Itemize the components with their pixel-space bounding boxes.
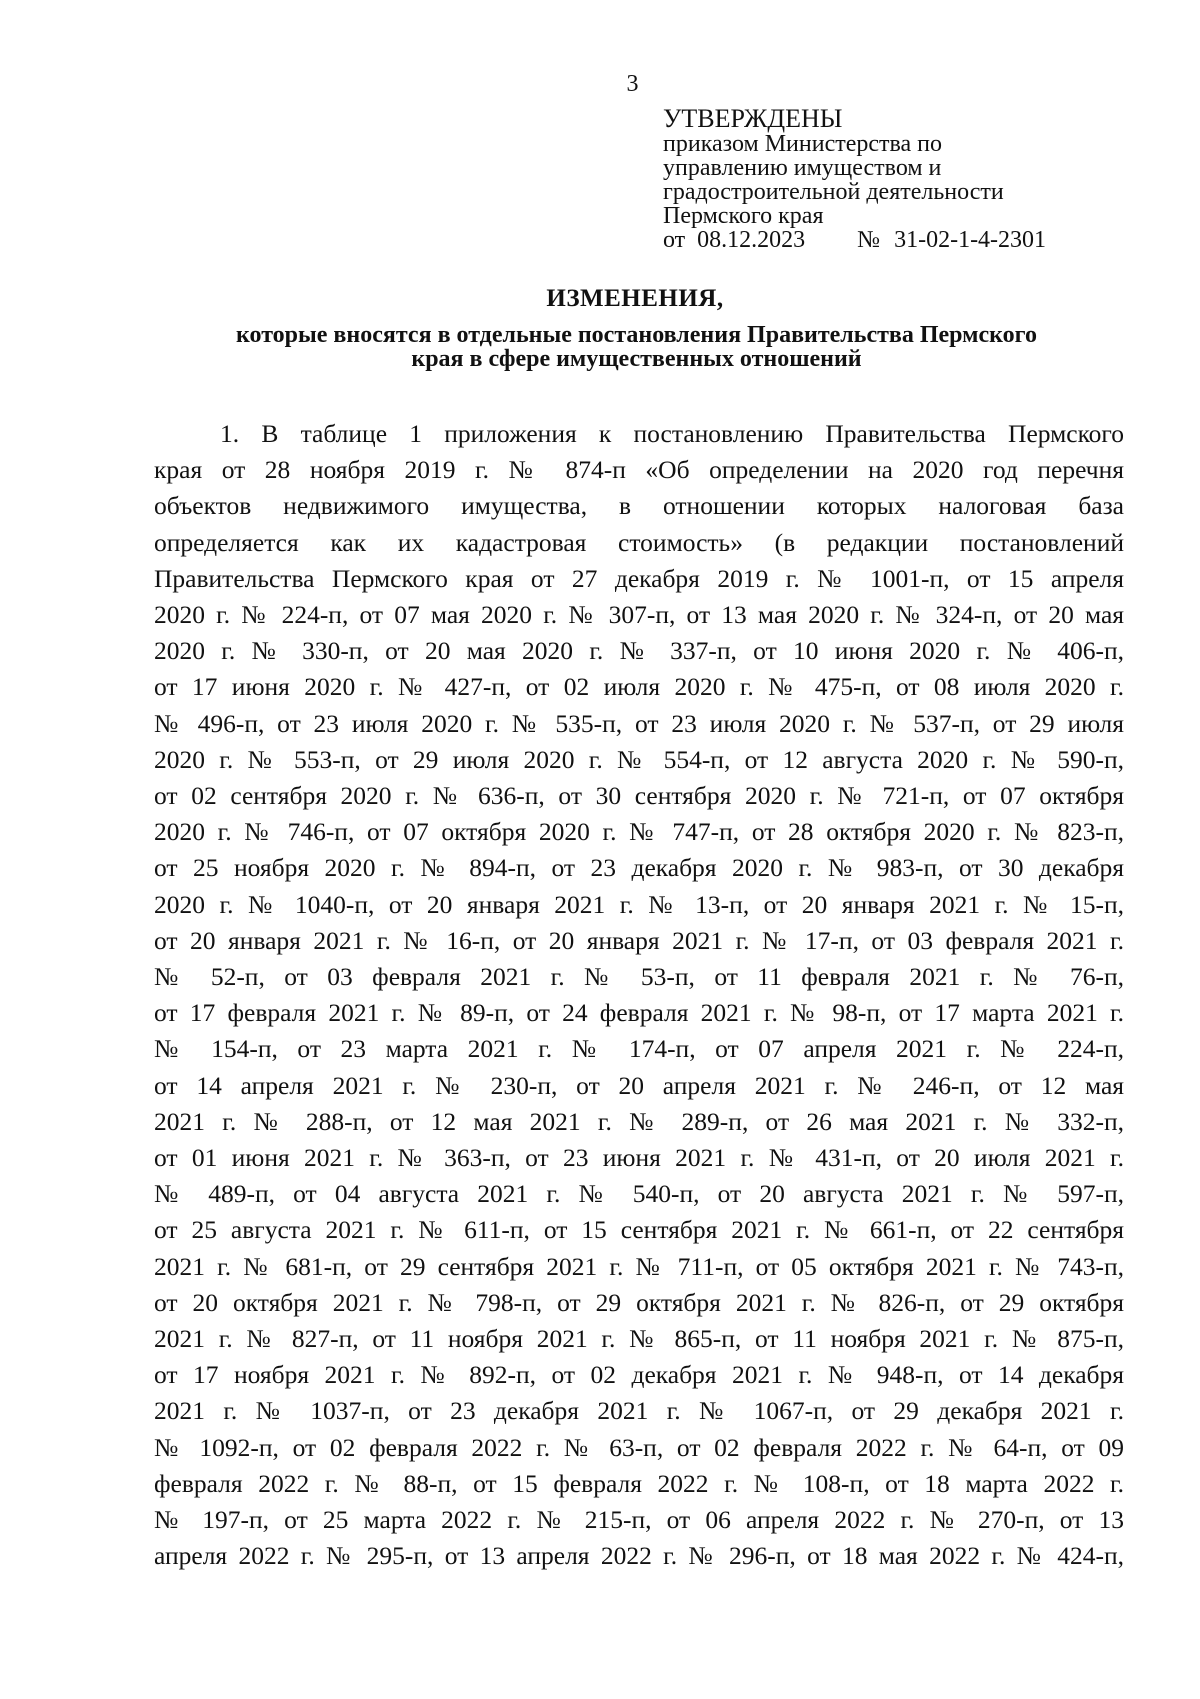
body-line: от 17 февраля 2021 г. № 89-п, от 24 февраля 2021 г. № 98-п, от 17 марта 2021 г. <box>154 998 1124 1028</box>
body-line: 2020 г. № 224-п, от 07 мая 2020 г. № 307-п, от 13 мая 2020 г. № 324-п, от 20 мая <box>154 600 1124 630</box>
approval-number-sign: № <box>857 227 881 253</box>
body-line: от 25 ноября 2020 г. № 894-п, от 23 декабря 2020 г. № 983-п, от 30 декабря <box>154 853 1124 883</box>
document-title: ИЗМЕНЕНИЯ, <box>546 285 724 312</box>
body-line: № 197-п, от 25 марта 2022 г. № 215-п, от 06 апреля 2022 г. № 270-п, от 13 <box>154 1505 1124 1535</box>
approval-line: приказом Министерства по <box>663 131 943 157</box>
body-line: Правительства Пермского края от 27 декабря 2019 г. № 1001-п, от 15 апреля <box>154 563 1124 593</box>
approval-block <box>663 105 1133 252</box>
body-line: объектов недвижимого имущества, в отношении которых налоговая база <box>154 491 1124 521</box>
document-subtitle-line: которые вносятся в отдельные постановления Правительства Пермского <box>236 322 1037 348</box>
body-line: 2021 г. № 1037-п, от 23 декабря 2021 г. № 1067-п, от 29 декабря 2021 г. <box>154 1396 1124 1426</box>
body-line: № 1092-п, от 02 февраля 2022 г. № 63-п, от 02 февраля 2022 г. № 64-п, от 09 <box>154 1432 1124 1462</box>
body-line: 1. В таблице 1 приложения к постановлению Правительства Пермского <box>220 419 1124 448</box>
body-line: края от 28 ноября 2019 г. № 874-п «Об определении на 2020 год перечня <box>154 455 1124 485</box>
body-line: от 25 августа 2021 г. № 611-п, от 15 сентября 2021 г. № 661-п, от 22 сентября <box>154 1215 1124 1245</box>
approval-line: управлению имуществом и <box>663 155 942 181</box>
body-line: 2020 г. № 1040-п, от 20 января 2021 г. № 13-п, от 20 января 2021 г. № 15-п, <box>154 889 1124 919</box>
body-line: от 17 июня 2020 г. № 427-п, от 02 июля 2020 г. № 475-п, от 08 июля 2020 г. <box>154 672 1124 702</box>
body-line: февраля 2022 г. № 88-п, от 15 февраля 2022 г. № 108-п, от 18 марта 2022 г. <box>154 1468 1124 1498</box>
page-number: 3 <box>626 71 639 97</box>
body-line: 2020 г. № 553-п, от 29 июля 2020 г. № 554-п, от 12 августа 2020 г. № 590-п, <box>154 744 1124 774</box>
body-line: № 489-п, от 04 августа 2021 г. № 540-п, от 20 августа 2021 г. № 597-п, <box>154 1179 1124 1209</box>
body-line: 2021 г. № 681-п, от 29 сентября 2021 г. № 711-п, от 05 октября 2021 г. № 743-п, <box>154 1251 1124 1281</box>
body-line: от 02 сентября 2020 г. № 636-п, от 30 сентября 2020 г. № 721-п, от 07 октября <box>154 781 1124 811</box>
approval-line: Пермского края <box>663 203 824 229</box>
body-line: № 496-п, от 23 июля 2020 г. № 535-п, от 23 июля 2020 г. № 537-п, от 29 июля <box>154 708 1124 738</box>
approval-title: УТВЕРЖДЕНЫ <box>663 104 843 133</box>
body-line: 2020 г. № 746-п, от 07 октября 2020 г. № 747-п, от 28 октября 2020 г. № 823-п, <box>154 817 1124 847</box>
document-subtitle-line: края в сфере имущественных отношений <box>411 346 862 372</box>
approval-number: 31-02-1-4-2301 <box>894 227 1047 253</box>
approval-date-row <box>663 228 1133 252</box>
body-line: от 17 ноября 2021 г. № 892-п, от 02 декабря 2021 г. № 948-п, от 14 декабря <box>154 1360 1124 1390</box>
body-line: № 52-п, от 03 февраля 2021 г. № 53-п, от 11 февраля 2021 г. № 76-п, <box>154 962 1124 992</box>
body-line: от 14 апреля 2021 г. № 230-п, от 20 апреля 2021 г. № 246-п, от 12 мая <box>154 1070 1124 1100</box>
approval-line: градостроительной деятельности <box>663 179 1004 205</box>
document-body <box>154 416 1124 1575</box>
body-line: от 20 октября 2021 г. № 798-п, от 29 октября 2021 г. № 826-п, от 29 октября <box>154 1287 1124 1317</box>
body-line: от 01 июня 2021 г. № 363-п, от 23 июня 2021 г. № 431-п, от 20 июля 2021 г. <box>154 1143 1124 1173</box>
approval-date-prefix: от <box>663 227 686 253</box>
approval-date: 08.12.2023 <box>697 227 806 253</box>
body-line: определяется как их кадастровая стоимость» (в редакции постановлений <box>154 527 1124 557</box>
body-line: 2021 г. № 827-п, от 11 ноября 2021 г. № 865-п, от 11 ноября 2021 г. № 875-п, <box>154 1324 1124 1354</box>
body-line: 2020 г. № 330-п, от 20 мая 2020 г. № 337-п, от 10 июня 2020 г. № 406-п, <box>154 636 1124 666</box>
body-line: № 154-п, от 23 марта 2021 г. № 174-п, от 07 апреля 2021 г. № 224-п, <box>154 1034 1124 1064</box>
body-line: 2021 г. № 288-п, от 12 мая 2021 г. № 289-п, от 26 мая 2021 г. № 332-п, <box>154 1106 1124 1136</box>
document-subtitle <box>155 323 1118 371</box>
body-line: от 20 января 2021 г. № 16-п, от 20 января 2021 г. № 17-п, от 03 февраля 2021 г. <box>154 925 1124 955</box>
body-line: апреля 2022 г. № 295-п, от 13 апреля 2022 г. № 296-п, от 18 мая 2022 г. № 424-п, <box>154 1541 1124 1571</box>
